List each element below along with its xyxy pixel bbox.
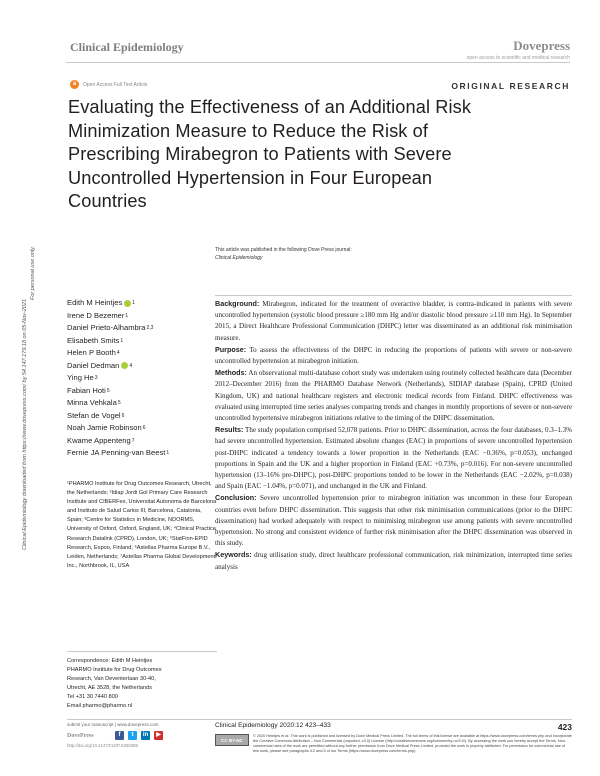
author-name: Edith M Heintjes — [67, 298, 123, 307]
open-access-label — [70, 80, 147, 89]
abstract-text: drug utilisation study, direct healthcare professional communication, risk minimization, interrupted time series analysis — [215, 551, 572, 571]
title-line: Minimization Measure to Reduce the Risk of — [68, 120, 429, 141]
title-line: Uncontrolled Hypertension in Four European — [68, 167, 433, 188]
abstract-label: Keywords: — [215, 550, 252, 560]
correspondence-line: Correspondence: Edith M Heintjes — [67, 658, 153, 664]
author-affil: 1 — [120, 337, 124, 344]
title-line: Evaluating the Effectiveness of an Additional Risk — [68, 97, 472, 117]
author-name: Noah Jamie Robinson — [67, 423, 142, 432]
correspondence-email[interactable]: Email pharmo@pharmo.nl — [67, 703, 133, 710]
footer-right — [215, 719, 572, 754]
abstract-label: Results: — [215, 425, 244, 435]
publication-note-journal[interactable]: Clinical Epidemiology — [215, 255, 263, 261]
personal-use-notice: For personal use only. — [30, 245, 36, 300]
title-line: Prescribing Mirabegron to Patients with Severe — [68, 144, 452, 164]
title-line: Countries — [68, 191, 147, 211]
abstract-section — [215, 344, 572, 367]
author-affil: 4 — [129, 362, 133, 369]
publisher-tagline: open access to scientific and medical research — [466, 55, 570, 61]
doi-link[interactable]: http://doi.org/10.2147/CLEP.S258389 — [67, 743, 138, 748]
footer-left — [67, 719, 217, 748]
author-affil: 3 — [94, 375, 98, 381]
abstract-label: Methods: — [215, 368, 247, 378]
youtube-icon[interactable]: ▶ — [154, 731, 163, 740]
orcid-icon[interactable] — [124, 300, 131, 307]
abstract-label: Purpose: — [215, 344, 247, 354]
author-name: Fabian Hoti — [67, 385, 106, 395]
abstract-label: Conclusion: — [215, 493, 257, 503]
publication-note-text: This article was published in the following Dove Press journal: — [215, 247, 352, 253]
author — [67, 422, 212, 435]
dovepress-logo[interactable]: DovePress — [67, 732, 94, 739]
author-affil: 5 — [106, 387, 110, 394]
license-block — [215, 734, 572, 754]
twitter-icon[interactable]: t — [128, 731, 137, 740]
abstract-text: Mirabegron, indicated for the treatment of overactive bladder, is contra-indicated in patients with severe uncontrolled hypertension (systolic blood pressure ≥180 mm Hg and/or diastolic blood pressure ≥110 mm Hg). In September 2015, a Direct Healthcare Professional Communication (DHPC) letter was disseminated as an additional risk minimisation measure. — [215, 300, 572, 342]
author-name: Helen P Booth — [67, 348, 116, 357]
author-affil: 5 — [117, 400, 121, 406]
correspondence-line: Utrecht, AE 3528, the Netherlands — [67, 685, 152, 692]
correspondence-line: Research, Van Deventerlaan 30-40, — [67, 676, 156, 683]
abstract-text: Severe uncontrolled hypertension prior to mirabegron initiation was uncommon in these four European countries even before DHPC dissemination. This suggests that other risk minimisation communications (prior to the DHPC dissemination) had worked adequately with respect to minimising mirabegron use among patients with severe uncontrolled hypertension. No strong and consistent evidence of further risk minimisation after the DHPC dissemination was observed in this study. — [215, 494, 572, 548]
author-name: Irene D Bezemer — [67, 310, 125, 320]
author — [67, 447, 212, 460]
abstract-section — [215, 367, 572, 424]
social-bar — [67, 731, 217, 740]
abstract-section — [215, 492, 572, 549]
author — [67, 360, 212, 373]
license-text: © 2020 Heintjes et al. This work is published and licensed by Dove Medical Press Limited. The full terms of this license are available at https://www.dovepress.com/terms.php and incorporate the Creative Commons Attribution – Non Commercial (unported, v3.0) License (http://creativecommons.org/licenses/by-nc/3.0/). By accessing the work you hereby accept the Terms. Non-commercial uses of the work are permitted without any further permission from Dove Medical Press Limited, provided the work is properly attributed. For permission for commercial use of this work, please see paragraphs 4.2 and 5 of our Terms (https://www.dovepress.com/terms.php). — [253, 734, 572, 753]
author — [67, 347, 212, 360]
author — [67, 322, 212, 335]
author — [67, 372, 212, 385]
correspondence — [67, 651, 217, 712]
linkedin-icon[interactable]: in — [142, 732, 149, 738]
author-name: Elisabeth Smits — [67, 335, 120, 345]
orcid-icon[interactable] — [121, 362, 128, 369]
publisher-logo[interactable] — [467, 38, 570, 61]
page-number: 423 — [557, 722, 572, 732]
publication-note — [215, 246, 352, 262]
author — [67, 310, 212, 323]
open-access-icon: a — [70, 80, 79, 89]
abstract-label: Background: — [215, 299, 260, 308]
author-name: Stefan de Vogel — [67, 410, 121, 420]
author — [67, 335, 212, 348]
abstract-section — [215, 424, 572, 492]
citation: Clinical Epidemiology 2020:12 423–433 — [215, 722, 331, 729]
author — [67, 435, 212, 448]
author-name: Daniel Dedman — [67, 360, 120, 370]
author-name: Minna Vehkala — [67, 398, 117, 407]
author-name: Daniel Prieto-Alhambra — [67, 323, 146, 332]
author-affil: 1 — [125, 312, 129, 319]
author-name: Kwame Appenteng — [67, 435, 131, 445]
article-title — [68, 96, 538, 214]
abstract-text: An observational multi-database cohort study was undertaken using routinely collected healthcare data (December 2012–December 2016) from the PHARMO Database Network (Netherlands), SIDIAP database (Spain), CPRD (United Kingdom, UK) and national healthcare registers and electronic medical records from Finland. DHPC effectiveness was evaluated using interrupted time series analyses comparing trends and changes in monthly proportions of severe or non-severe uncontrolled hypertensive mirabegron initiations relative to the timing of the DHPC dissemination. — [215, 369, 572, 423]
author-affil: 7 — [131, 437, 135, 444]
author-affil: 2,3 — [146, 325, 154, 331]
submit-link[interactable]: submit your manuscript | www.dovepress.com — [67, 722, 159, 727]
download-sidebar — [22, 160, 52, 560]
author — [67, 397, 212, 410]
affiliations: ¹PHARMO Institute for Drug Outcomes Research, Utrecht, the Netherlands; ²Idiap Jordi Gol Primary Care Research Institute and CIBERFes, Universitat Autonoma de Barcelona and Instituto de Salud Carlos III, Barcelona, Catalonia, Spain; ³Centre for Statistics in Medicine, NDORMS, University of Oxford, Oxford, England, UK; ⁴Clinical Practice Research Datalink (CPRD), London, UK; ⁵StatFinn-EPID Research, Espoo, Finland; ⁶Astellas Pharma Europe B.V., Leiden, Netherlands; ⁷Astellas Pharma Global Development, Inc., Northbrook, IL, USA — [67, 481, 217, 569]
abstract-section — [215, 549, 572, 572]
journal-name[interactable]: Clinical Epidemiology — [70, 40, 184, 54]
author-name: Ying He — [67, 373, 94, 382]
author-affil: 4 — [116, 350, 120, 356]
author-affil: 6 — [121, 412, 125, 419]
download-notice: Clinical Epidemiology downloaded from https://www.dovepress.com/ by 54.147.179.18 on 05-Nov-2021 — [22, 298, 28, 550]
correspondence-line: Tel +31 30 7440 800 — [67, 694, 118, 701]
abstract — [215, 295, 572, 573]
author-affil: 6 — [142, 425, 146, 431]
abstract-text: To assess the effectiveness of the DHPC in reducing the proportions of patients with severe or non-severe uncontrolled hypertension at mirabegron initiation. — [215, 345, 572, 366]
facebook-icon[interactable]: f — [115, 731, 124, 740]
author — [67, 410, 212, 423]
author-name: Fernie JA Penning-van Beest — [67, 448, 166, 457]
open-access-text: Open Access Full Text Article — [83, 81, 148, 88]
correspondence-line: PHARMO Institute for Drug Outcomes — [67, 667, 162, 674]
author-affil: 1 — [166, 450, 170, 456]
abstract-text: The study population comprised 52,078 patients. Prior to DHPC dissemination, across the four databases, 0.3–1.3% had severe uncontrolled hypertension. Estimated absolute changes (EAC) in proportions of severe uncontrolled hypertension post-DHPC indicated a tendency towards a lower proportion in the Netherlands (EAC −0.36%, p=0.053), unchanged proportions in Spain and the UK and a higher proportion in Finland (EAC +0.73%, p=0.016). For non-severe uncontrolled hypertension (13–16% pre-DHPC), post-DHPC proportions tended to be lower in the Netherlands (EAC −2.02%, p=0.038) and Spain (EAC −1.04%, p=0.071), and unchanged in the UK and Finland. — [215, 426, 572, 491]
publisher-name: Dovepress — [513, 38, 570, 53]
author-list — [67, 297, 212, 460]
author — [67, 385, 212, 398]
creative-commons-icon[interactable]: CC BY-NC — [215, 734, 249, 746]
article-type: ORIGINAL RESEARCH — [451, 81, 570, 91]
abstract-section — [215, 298, 572, 344]
author — [67, 297, 212, 310]
author-affil: 1 — [132, 300, 136, 306]
header-divider — [66, 62, 570, 63]
